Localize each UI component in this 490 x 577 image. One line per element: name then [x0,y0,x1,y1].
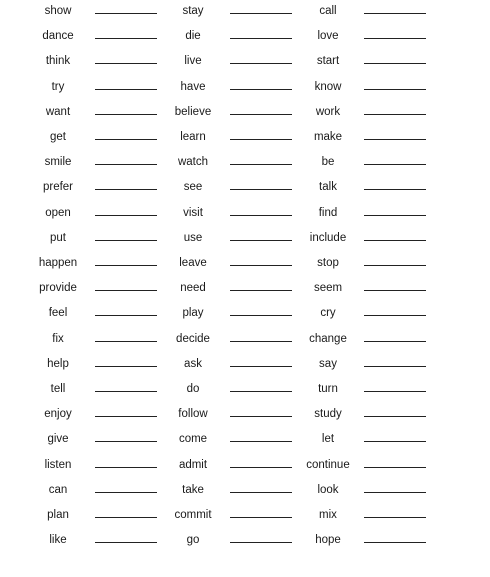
answer-blank-line [364,139,426,140]
verb-word: provide [39,282,77,295]
verb-word: make [313,131,343,143]
verb-word: enjoy [44,408,72,421]
verb-word: learn [180,131,206,143]
verb-word: stay [182,5,204,17]
answer-blank-line [364,492,426,493]
verb-word: study [314,408,342,421]
verb-word: mix [319,509,337,521]
verb-word: visit [183,206,203,219]
verb-word: get [50,131,66,143]
answer-blank-line [364,265,426,266]
verb-word: take [182,483,204,496]
verb-word: believe [174,105,212,118]
verb-word: admit [178,458,208,471]
worksheet-row [0,431,490,456]
verb-word: live [184,55,202,68]
answer-blank-line [364,189,426,190]
verb-word: ask [184,357,202,370]
worksheet-row [0,3,490,28]
answer-blank-line [364,542,426,543]
verb-word: know [314,80,342,93]
worksheet-row [0,129,490,154]
answer-blank-line [364,164,426,165]
worksheet-row [0,532,490,557]
verb-word: look [317,483,339,496]
verb-word: do [186,383,200,395]
worksheet-row [0,104,490,129]
answer-blank-line [364,13,426,14]
verb-word: show [44,5,72,17]
verb-word: listen [44,458,72,471]
verb-word: turn [318,383,338,395]
verb-word: help [47,357,69,370]
answer-blank-line [364,215,426,216]
verb-word: like [49,534,67,547]
worksheet-row [0,53,490,78]
verb-word: open [45,206,71,219]
worksheet-row [0,331,490,356]
verb-word: continue [306,458,350,471]
answer-blank-line [364,441,426,442]
verb-word: want [45,105,71,118]
verb-word: see [183,181,203,194]
answer-blank-line [364,315,426,316]
worksheet-row [0,154,490,179]
verb-word: come [178,433,208,446]
worksheet-row [0,280,490,305]
verb-word: go [186,534,200,547]
verb-word: think [45,55,71,68]
verb-word: play [182,307,204,320]
verb-word: hope [315,534,341,547]
verb-word: stop [317,257,339,269]
verb-word: talk [319,181,337,194]
answer-blank-line [364,341,426,342]
verb-word: love [317,30,339,43]
verb-word: die [185,30,201,43]
verb-word: decide [176,332,210,345]
worksheet-row [0,230,490,255]
verb-word: start [316,55,340,68]
worksheet-row [0,457,490,482]
answer-blank-line [364,114,426,115]
worksheet-row [0,406,490,431]
worksheet-row [0,507,490,532]
answer-blank-line [364,240,426,241]
verb-word: be [321,156,335,169]
verb-word: have [180,80,206,93]
verb-word: put [50,231,66,244]
verb-word: say [319,357,337,370]
verb-word: work [315,105,341,118]
verb-word: happen [38,257,78,269]
answer-blank-line [364,467,426,468]
verb-word: prefer [42,181,74,194]
verb-word: change [309,332,347,345]
worksheet-row [0,255,490,280]
worksheet-row [0,28,490,53]
verb-word: fix [52,332,64,345]
verb-word: dance [42,30,74,43]
worksheet-row [0,79,490,104]
worksheet-row [0,179,490,204]
verb-word: tell [50,383,66,395]
verb-word: call [319,5,337,17]
answer-blank-line [364,290,426,291]
worksheet-row [0,482,490,507]
verb-word: cry [320,307,336,320]
verb-word: include [309,231,347,244]
verb-word: let [321,433,335,446]
verb-word: can [48,483,68,496]
verb-word: need [180,282,206,295]
answer-blank-line [364,366,426,367]
verb-word: use [183,231,203,244]
verb-word: give [47,433,69,446]
verb-word: seem [313,282,343,295]
verb-word: watch [177,156,209,169]
answer-blank-line [364,517,426,518]
verb-word: smile [44,156,72,169]
answer-blank-line [364,416,426,417]
worksheet-row [0,305,490,330]
worksheet-row [0,356,490,381]
worksheet-row [0,381,490,406]
verb-word: follow [178,408,208,421]
verb-word: plan [47,509,69,521]
worksheet-row [0,205,490,230]
answer-blank-line [364,89,426,90]
verb-word: commit [174,509,212,521]
verb-word: try [51,80,65,93]
answer-blank-line [364,63,426,64]
answer-blank-line [364,38,426,39]
verb-word: leave [179,257,207,269]
verb-word: find [318,206,338,219]
verb-word: feel [48,307,68,320]
answer-blank-line [364,391,426,392]
